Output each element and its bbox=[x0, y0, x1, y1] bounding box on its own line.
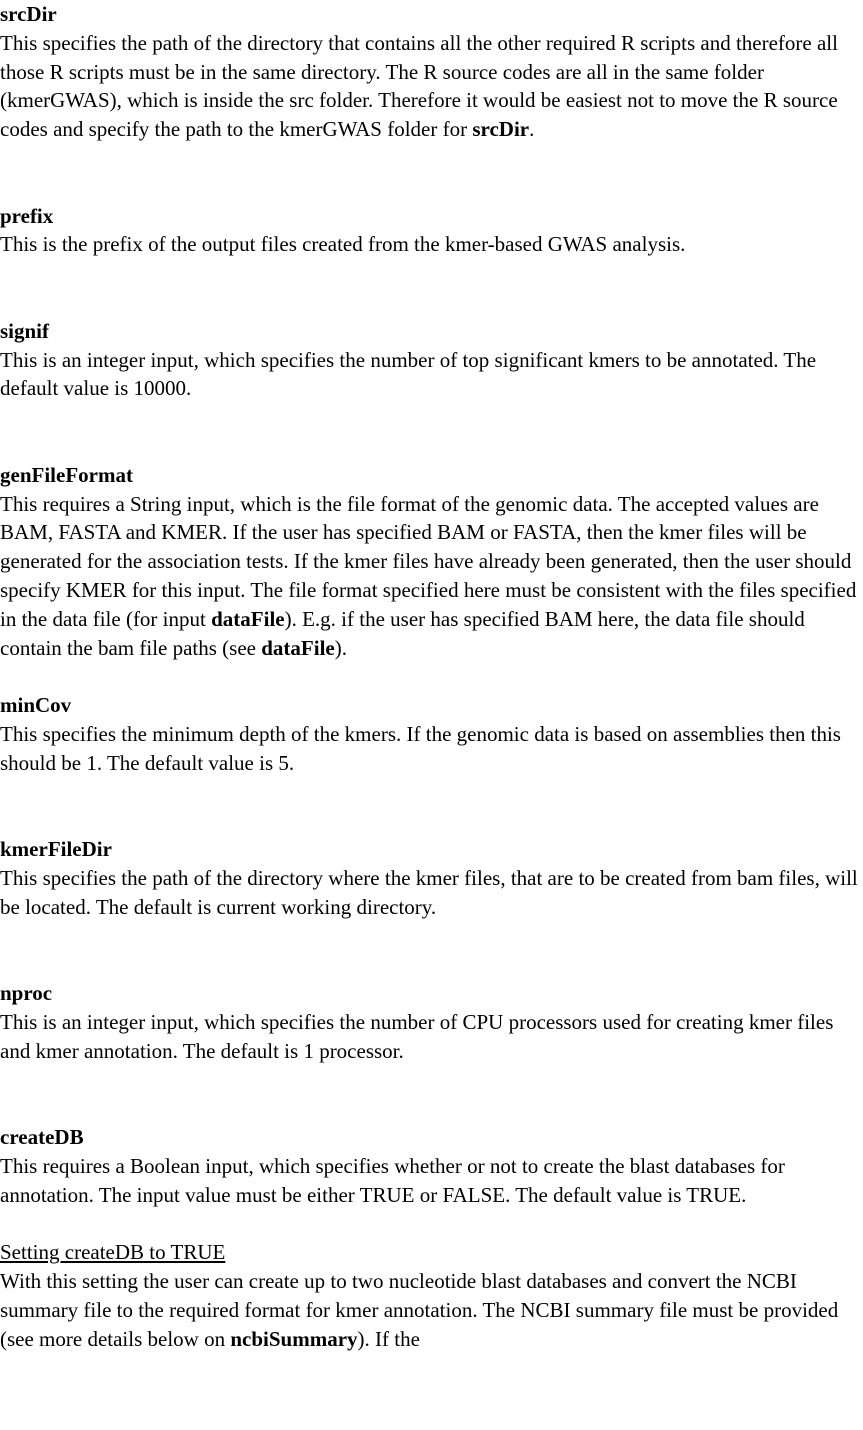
section-mincov bbox=[0, 691, 863, 777]
section-body: This is the prefix of the output files created from the kmer-based GWAS analysis. bbox=[0, 232, 686, 257]
section-genfileformat bbox=[0, 461, 863, 663]
section-signif bbox=[0, 317, 863, 403]
bold-term: dataFile bbox=[211, 606, 285, 631]
section-body: This is an integer input, which specifies the number of CPU processors used for creating kmer files and kmer annotation. The default is 1 processor. bbox=[0, 1009, 834, 1063]
section-heading: signif bbox=[0, 318, 50, 343]
section-body: This is an integer input, which specifies the number of top significant kmers to be annotated. The default value is 10000. bbox=[0, 347, 817, 401]
section-srcdir bbox=[0, 0, 863, 144]
bold-term: ncbiSummary bbox=[230, 1326, 358, 1351]
bold-term: dataFile bbox=[261, 635, 335, 660]
subsection-body: With this setting the user can create up to two nucleotide blast databases and convert the NCBI summary file to the required format for kmer annotation. The NCBI summary file must be provided (see more details below on ncbiSummary). If the bbox=[0, 1269, 839, 1351]
spacer bbox=[0, 403, 863, 461]
subsection-heading: Setting createDB to TRUE bbox=[0, 1240, 226, 1265]
bold-term: srcDir bbox=[472, 117, 530, 142]
section-heading: kmerFileDir bbox=[0, 837, 112, 862]
section-body: This requires a String input, which is the file format of the genomic data. The accepted values are BAM, FASTA and KMER. If the user has specified BAM or FASTA, then the kmer files will be generated for the association tests. If the kmer files have already been generated, then the user should specify KMER for this input. The file format specified here must be consistent with the files specified in the data file (for input dataFile). E.g. if the user has specified BAM here, the data file should contain the bam file paths (see dataFile). bbox=[0, 491, 857, 660]
section-heading: nproc bbox=[0, 981, 53, 1006]
section-heading: genFileFormat bbox=[0, 462, 133, 487]
spacer bbox=[0, 1065, 863, 1123]
section-prefix bbox=[0, 202, 863, 260]
section-body: This requires a Boolean input, which specifies whether or not to create the blast databases for annotation. The input value must be either TRUE or FALSE. The default value is TRUE. bbox=[0, 1153, 785, 1207]
spacer bbox=[0, 922, 863, 980]
section-createdb bbox=[0, 1123, 863, 1353]
section-heading: minCov bbox=[0, 693, 72, 718]
section-heading: prefix bbox=[0, 203, 54, 228]
section-kmerfiledir bbox=[0, 835, 863, 921]
spacer bbox=[0, 1209, 863, 1238]
section-body: This specifies the minimum depth of the kmers. If the genomic data is based on assemblies then this should be 1. The default value is 5. bbox=[0, 721, 841, 775]
spacer bbox=[0, 778, 863, 836]
section-nproc bbox=[0, 979, 863, 1065]
section-heading: srcDir bbox=[0, 2, 57, 26]
spacer bbox=[0, 662, 863, 691]
section-heading: createDB bbox=[0, 1125, 84, 1150]
spacer bbox=[0, 144, 863, 202]
spacer bbox=[0, 259, 863, 317]
section-body: This specifies the path of the directory that contains all the other required R scripts and therefore all those R scripts must be in the same directory. The R source codes are all in the same folder (kmerGWAS), which is inside the src folder. Therefore it would be easiest not to move the R source codes and specify the path to the kmerGWAS folder for srcDir. bbox=[0, 30, 838, 142]
section-body: This specifies the path of the directory where the kmer files, that are to be created from bam files, will be located. The default is current working directory. bbox=[0, 865, 858, 919]
